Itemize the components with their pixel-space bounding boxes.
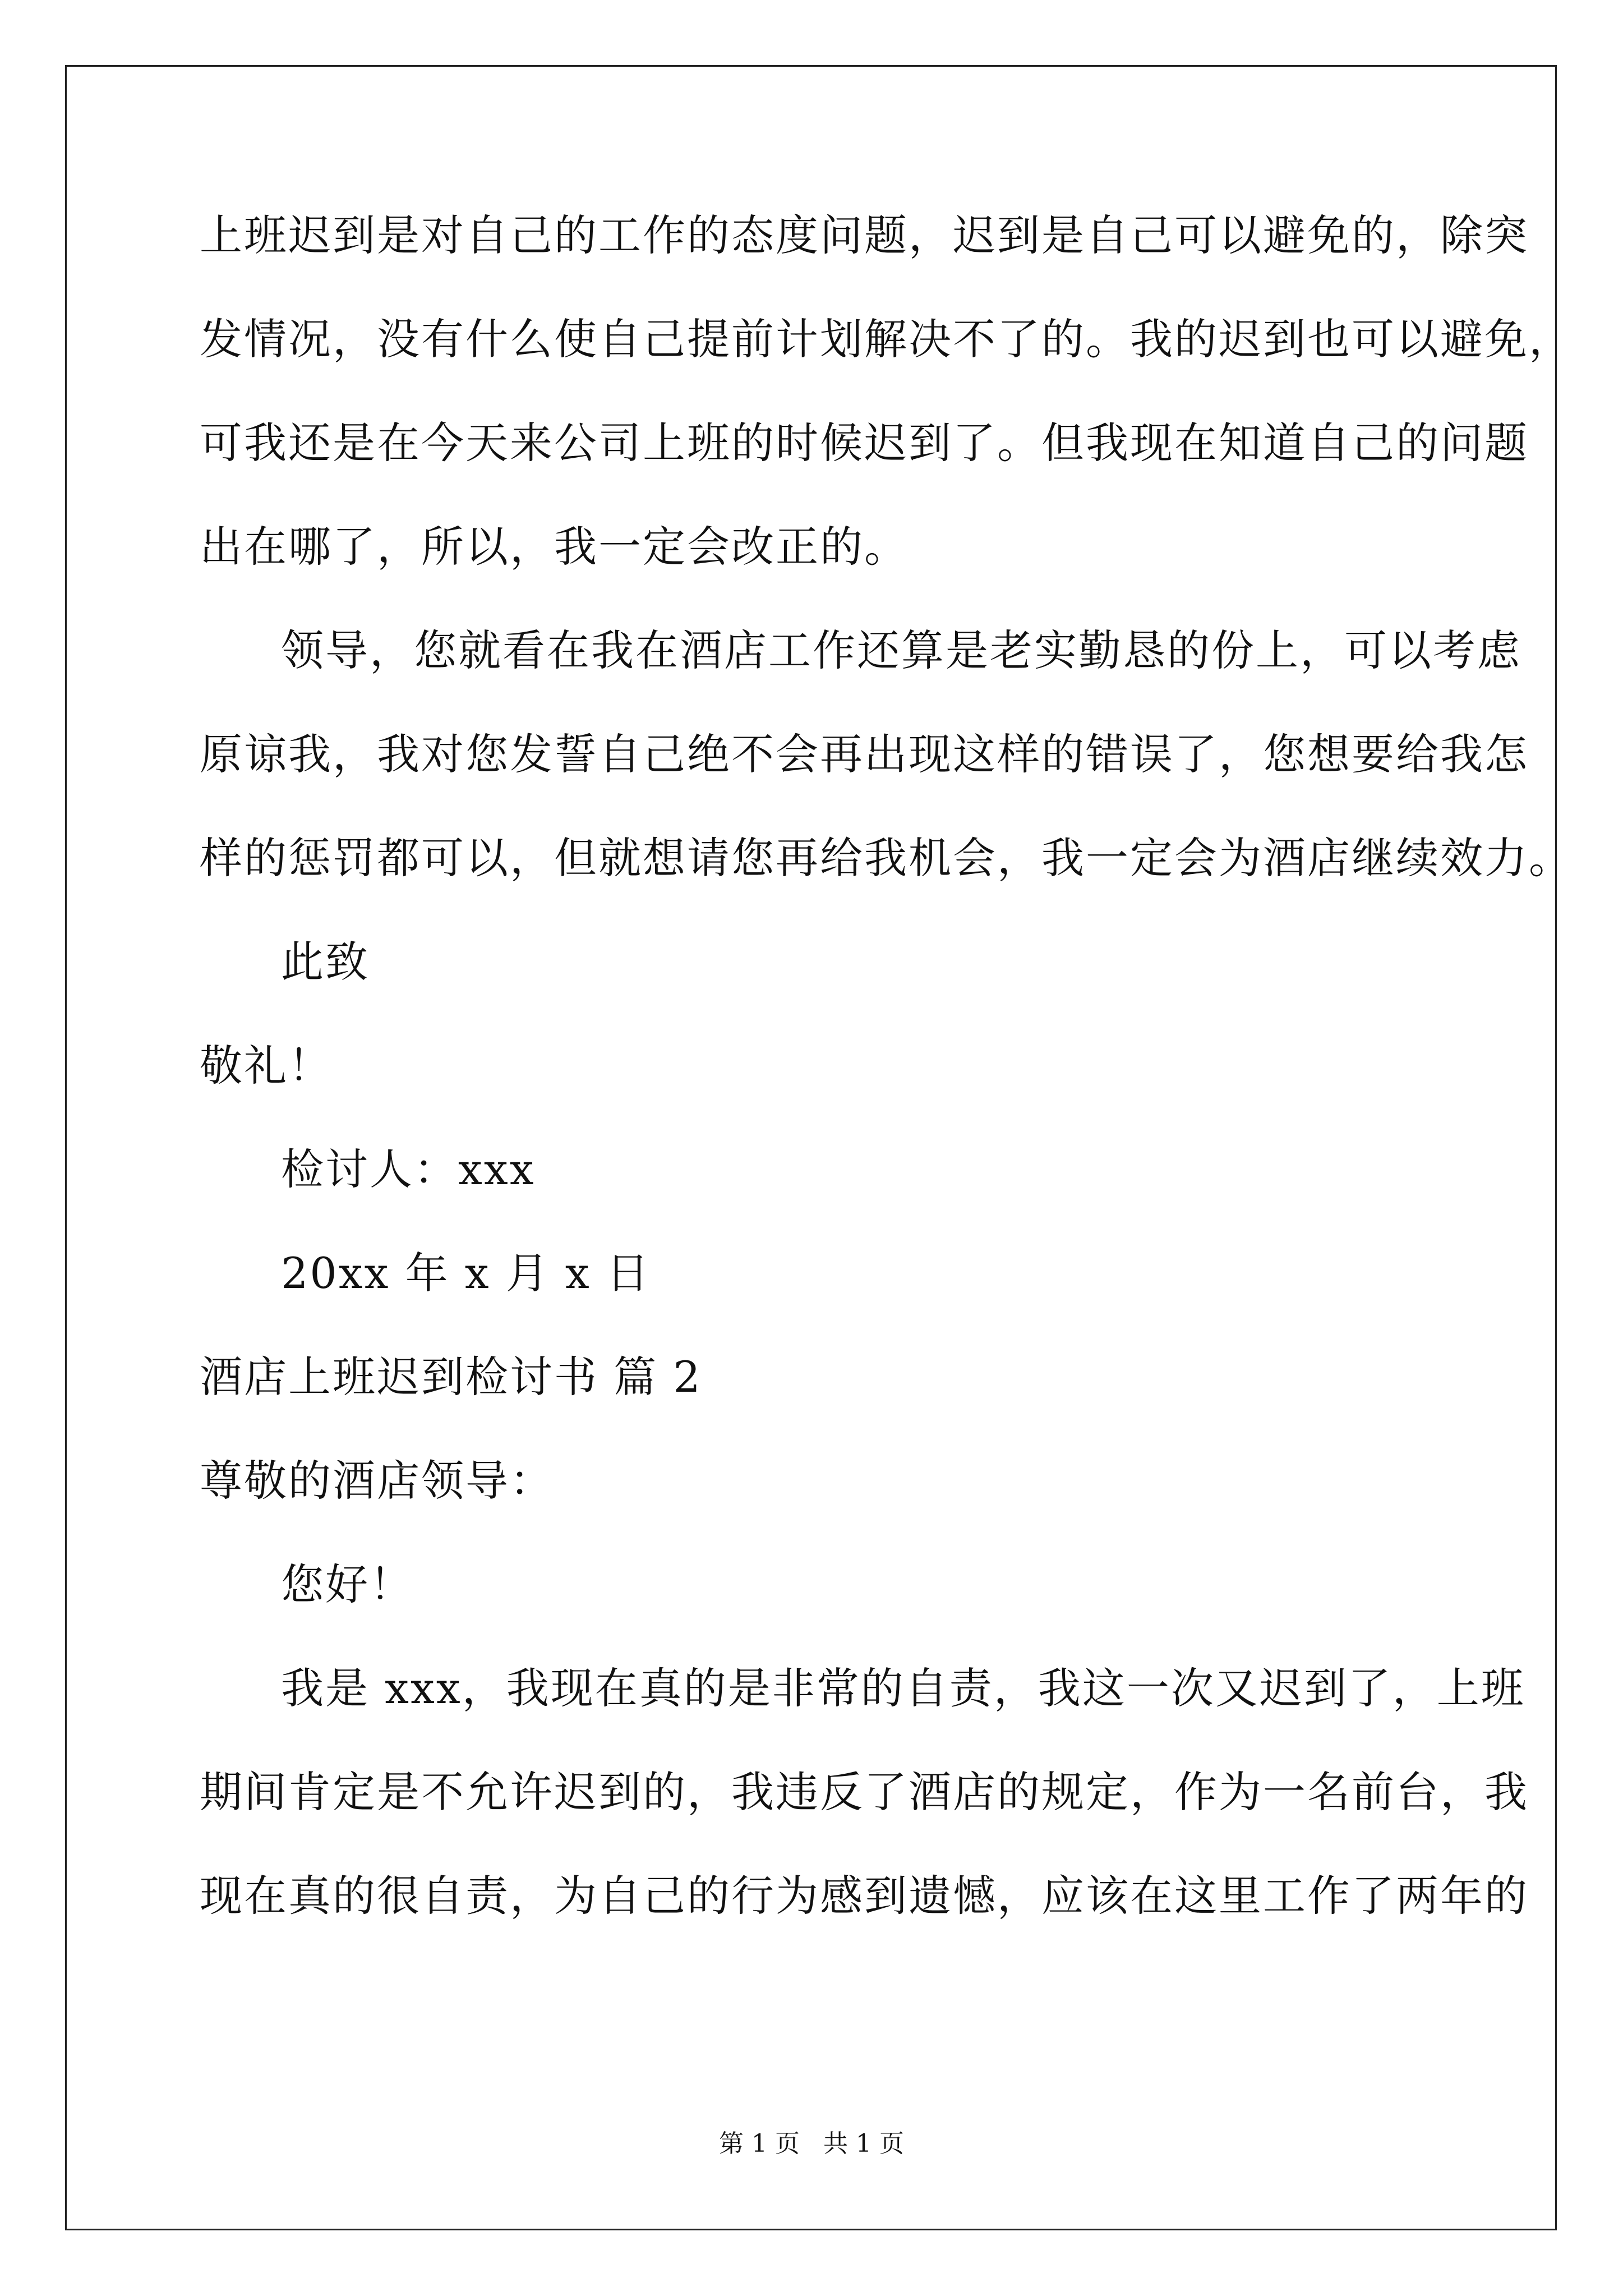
date-line: 20xx 年 x 月 x 日 (281, 1248, 651, 1298)
paragraph-line: 我是 xxx，我现在真的是非常的自责，我这一次又迟到了，上班 (281, 1663, 1525, 1713)
signature-line: 检讨人：xxx (281, 1144, 536, 1194)
paragraph-line: 发情况，没有什么使自己提前计划解决不了的。我的迟到也可以避免， (200, 314, 1573, 364)
section-heading: 酒店上班迟到检讨书 篇 2 (200, 1352, 702, 1402)
paragraph-line: 样的惩罚都可以，但就想请您再给我机会，我一定会为酒店继续效力。 (200, 833, 1573, 883)
closing-regards: 敬礼！ (200, 1041, 333, 1091)
paragraph-line: 期间肯定是不允许迟到的，我违反了酒店的规定，作为一名前台，我 (200, 1767, 1529, 1817)
paragraph-line: 原谅我，我对您发誓自己绝不会再出现这样的错误了，您想要给我怎 (200, 729, 1529, 779)
page-number-footer: 第 1 页 共 1 页 (719, 2129, 904, 2158)
paragraph-line: 现在真的很自责，为自己的行为感到遗憾，应该在这里工作了两年的 (200, 1871, 1529, 1921)
paragraph-line: 出在哪了，所以，我一定会改正的。 (200, 522, 909, 572)
paragraph-line: 上班迟到是对自己的工作的态度问题，迟到是自己可以避免的，除突 (200, 210, 1529, 260)
paragraph-line: 可我还是在今天来公司上班的时候迟到了。但我现在知道自己的问题 (200, 418, 1529, 468)
greeting-addressee: 尊敬的酒店领导： (200, 1456, 554, 1506)
paragraph-line: 领导，您就看在我在酒店工作还算是老实勤恳的份上，可以考虑 (281, 625, 1521, 675)
closing-salutation: 此致 (281, 937, 370, 987)
greeting-line: 您好！ (281, 1559, 414, 1609)
